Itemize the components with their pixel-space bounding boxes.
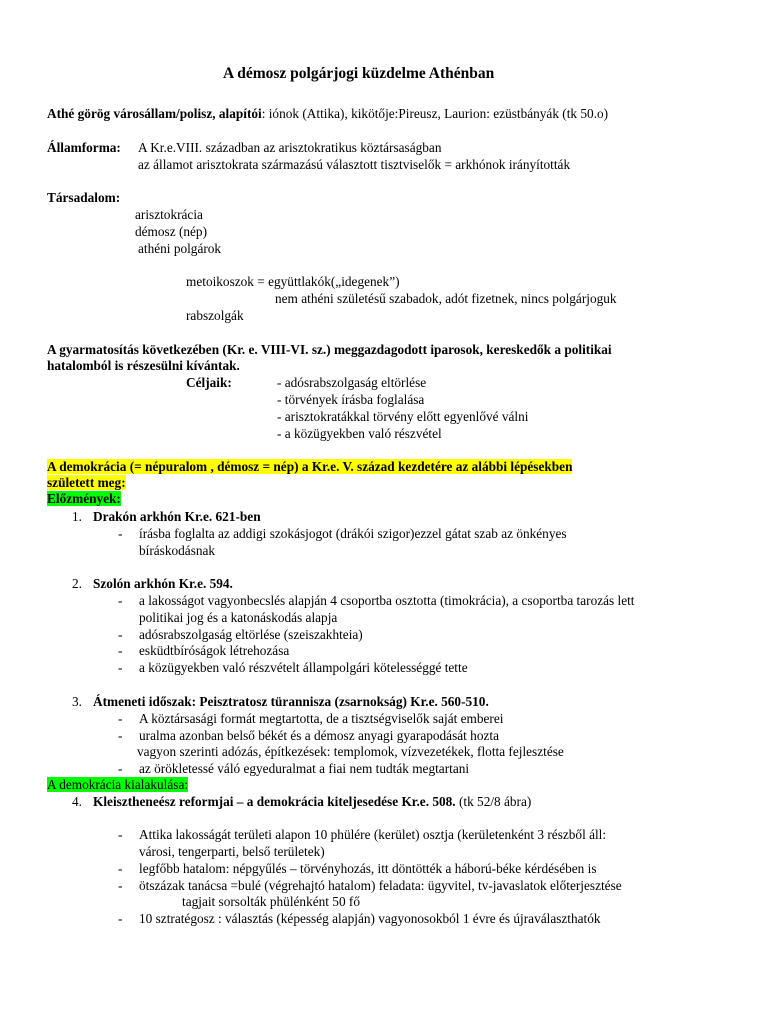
athe-text: : iónok (Attika), kikötője:Pireusz, Laurion: ezüstbányák (tk 50.o) <box>261 106 609 121</box>
bullet-text: vagyon szerinti adózás, építkezések: templomok, vízvezetékek, flotta fejlesztése <box>137 744 564 759</box>
section-title: Drakón arkhón Kr.e. 621-ben <box>93 509 261 524</box>
bullet-text: ötszázak tanácsa =bulé (végrehajtó hatalom) feladata: ügyvitel, tv-javaslatok előterjesztése <box>139 878 622 893</box>
bullet-dash: - <box>118 911 123 926</box>
tarsadalom-item: arisztokrácia <box>135 207 203 222</box>
metoikoszok: metoikoszok = együttlakók(„idegenek”) <box>186 274 400 289</box>
bullet-text: legfőbb hatalom: népgyűlés – törvényhozás, itt döntötték a háború-béke kérdésében is <box>139 861 597 876</box>
goal-item: - törvények írásba foglalása <box>277 392 425 407</box>
allamforma-line1: A Kr.e.VIII. században az arisztokratikus köztársaságban <box>138 140 442 155</box>
section-title: Szolón arkhón Kr.e. 594. <box>93 576 233 591</box>
bullet-dash: - <box>118 660 123 675</box>
demokracia-line2: született meg: <box>47 475 126 490</box>
bullet-text: Attika lakosságát területi alapon 10 phülére (kerület) osztja (kerületenként 3 részből áll: <box>139 827 607 842</box>
page-title: A démosz polgárjogi küzdelme Athénban <box>223 65 495 82</box>
section-title: Átmeneti időszak: Peisztratosz türannisza (zsarnokság) Kr.e. 560-510. <box>93 694 489 709</box>
section-number: 3. <box>72 694 82 709</box>
bullet-dash: - <box>118 861 123 876</box>
bullet-text: esküdtbíróságok létrehozása <box>139 643 290 658</box>
section-number: 4. <box>72 794 82 809</box>
bullet-text: a közügyekben való részvételt állampolgári kötelességgé tette <box>139 660 468 675</box>
section-number: 1. <box>72 509 82 524</box>
gyarmat-line2: hatalomból is részesülni kívántak. <box>47 358 240 373</box>
tarsadalom-label: Társadalom: <box>47 190 121 205</box>
bullet-text: A köztársasági formát megtartotta, de a tisztségviselők saját emberei <box>139 711 504 726</box>
rabszolgak: rabszolgák <box>186 308 244 323</box>
bullet-text: az örökletessé váló egyeduralmat a fiai nem tudták megtartani <box>139 761 470 776</box>
metoikoszok-desc: nem athéni születésű szabadok, adót fizetnek, nincs polgárjoguk <box>275 291 617 306</box>
bullet-text: adósrabszolgaság eltörlése (szeiszakhteia) <box>139 627 363 642</box>
goal-item: - a közügyekben való részvétel <box>277 426 442 441</box>
bullet-dash: - <box>118 643 123 658</box>
athe-paragraph <box>47 106 608 122</box>
bullet-text: politikai jog és a katonáskodás alapja <box>139 610 338 625</box>
allamforma-label: Államforma: <box>47 140 121 155</box>
bullet-text: uralma azonban belső békét és a démosz anyagi gyarapodását hozta <box>139 728 499 743</box>
demokracia-line1: A demokrácia (= népuralom , démosz = nép) a Kr.e. V. század kezdetére az alábbi lépésekben <box>47 459 573 474</box>
bullet-text: a lakosságot vagyonbecslés alapján 4 csoportba osztotta (timokrácia), a csoportba tarozás lett <box>139 593 635 608</box>
goal-item: - arisztokratákkal törvény előtt egyenlővé válni <box>277 409 529 424</box>
gyarmat-line1: A gyarmatosítás következében (Kr. e. VIII-VI. sz.) meggazdagodott iparosok, kereskedők a politikai <box>47 342 612 357</box>
kialakulasa-label: A demokrácia kialakulása: <box>47 777 189 792</box>
elozmenyek-label: Előzmények: <box>47 491 121 506</box>
bullet-text: tagjait sorsolták phülénként 50 fő <box>182 894 360 909</box>
bullet-dash: - <box>118 878 123 893</box>
section4-heading <box>93 794 531 810</box>
bullet-dash: - <box>118 711 123 726</box>
bullet-text: írásba foglalta az addigi szokásjogot (drákói szigor)ezzel gátat szab az önkényes <box>139 526 567 541</box>
section-title: Kleisztheneész reformjai – a demokrácia kiteljesedése Kr.e. 508. <box>93 794 456 809</box>
bullet-dash: - <box>118 761 123 776</box>
section-note: (tk 52/8 ábra) <box>458 794 532 809</box>
section-number: 2. <box>72 576 82 591</box>
tarsadalom-item: démosz (nép) <box>135 224 207 239</box>
allamforma-line2: az államot arisztokrata származású választott tisztviselők = arkhónok irányították <box>138 157 571 172</box>
bullet-text: bíráskodásnak <box>139 543 216 558</box>
bullet-text: városi, tengerparti, belső területek) <box>139 844 325 859</box>
athe-label: Athé görög városállam/polisz, alapítói <box>47 106 262 121</box>
bullet-dash: - <box>118 827 123 842</box>
tarsadalom-item: athéni polgárok <box>138 241 222 256</box>
bullet-dash: - <box>118 526 123 541</box>
bullet-text: 10 sztratégosz : választás (képesség alapján) vagyonosokból 1 évre és újraválaszthatók <box>139 911 601 926</box>
bullet-dash: - <box>118 627 123 642</box>
celjaik-label: Céljaik: <box>186 375 232 390</box>
goal-item: - adósrabszolgaság eltörlése <box>277 375 427 390</box>
bullet-dash: - <box>118 728 123 743</box>
bullet-dash: - <box>118 593 123 608</box>
